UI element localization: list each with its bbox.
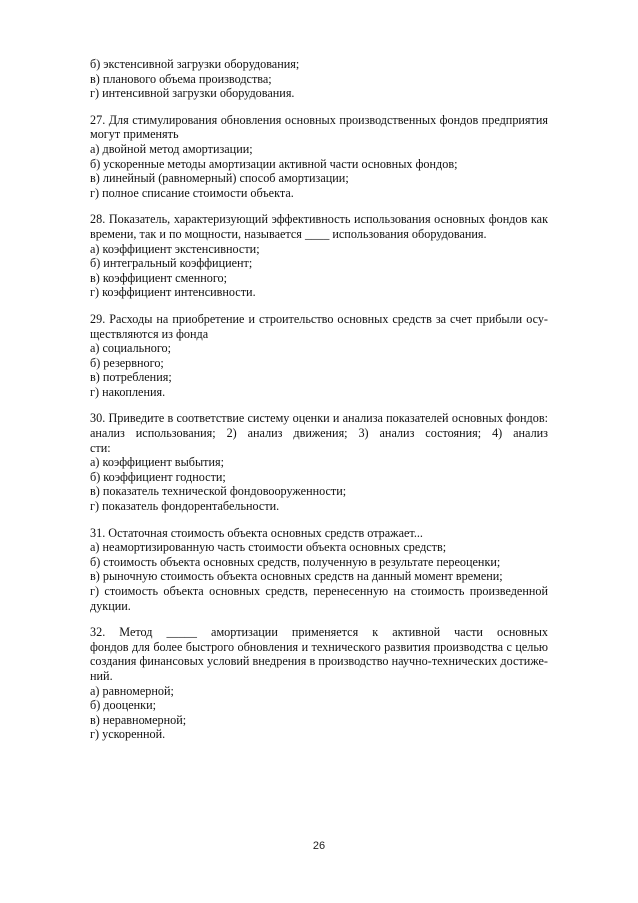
question-32 bbox=[90, 625, 548, 742]
option-d: г) ускоренной. bbox=[90, 727, 166, 742]
question-31 bbox=[90, 526, 548, 614]
option-b: б) коэффициент годности; bbox=[90, 469, 226, 484]
option-d: г) стоимость объекта основных средств, перенесенную на стоимость произведенной bbox=[90, 584, 548, 598]
option-b: б) интегральный коэффициент; bbox=[90, 256, 253, 271]
option-line: б) экстенсивной загрузки оборудования; bbox=[90, 57, 300, 71]
option-c: в) потребления; bbox=[90, 370, 172, 385]
option-c: в) неравномерной; bbox=[90, 712, 187, 727]
option-b: б) дооценки; bbox=[90, 698, 156, 713]
option-c: в) рыночную стоимость объекта основных средств на данный момент времени; bbox=[90, 569, 503, 584]
option-b: б) ускоренные методы амортизации активной части основных фондов; bbox=[90, 156, 458, 171]
question-stem: анализ использования; 2) анализ движения; 3) анализ состояния; 4) анализ bbox=[90, 426, 548, 441]
question-stem: создания финансовых условий внедрения в производство научно-технических достиже- bbox=[90, 654, 548, 669]
option-line: г) интенсивной загрузки оборудования. bbox=[90, 86, 295, 101]
option-a: а) равномерной; bbox=[90, 683, 174, 698]
option-a: а) неамортизированную часть стоимости объекта основных средств; bbox=[90, 540, 447, 555]
question-stem: 30. Приведите в соответствие систему оценки и анализа показателей основных фондов: bbox=[90, 411, 548, 426]
page-content bbox=[90, 57, 548, 742]
option-a: а) социального; bbox=[90, 341, 172, 356]
carryover-options bbox=[90, 57, 548, 101]
option-a: а) коэффициент выбытия; bbox=[90, 455, 224, 470]
option-a: а) коэффициент экстенсивности; bbox=[90, 241, 260, 256]
option-b: б) стоимость объекта основных средств, полученную в результате переоценки; bbox=[90, 554, 501, 569]
question-stem: 28. Показатель, характеризующий эффективность использования основных фондов как bbox=[90, 212, 548, 227]
question-29 bbox=[90, 312, 548, 400]
question-stem: могут применять bbox=[90, 127, 179, 142]
option-d: г) полное списание стоимости объекта. bbox=[90, 185, 294, 200]
option-b: б) резервного; bbox=[90, 355, 164, 370]
option-c: в) показатель технической фондовооруженности; bbox=[90, 484, 347, 499]
question-30 bbox=[90, 411, 548, 513]
option-d-continued: дукции. bbox=[90, 598, 131, 613]
page-number: 26 bbox=[312, 840, 326, 852]
question-stem: ний. bbox=[90, 668, 113, 683]
question-28 bbox=[90, 212, 548, 300]
question-27 bbox=[90, 113, 548, 201]
question-stem: фондов для более быстрого обновления и технического развития производства с целью bbox=[90, 639, 548, 654]
option-d: г) накопления. bbox=[90, 384, 166, 399]
option-line: в) планового объема производства; bbox=[90, 71, 272, 86]
question-stem: времени, так и по мощности, называется ____ использования оборудования. bbox=[90, 226, 487, 241]
question-stem: 31. Остаточная стоимость объекта основных средств отражает... bbox=[90, 525, 423, 540]
option-c: в) линейный (равномерный) способ амортизации; bbox=[90, 171, 349, 186]
option-a: а) двойной метод амортизации; bbox=[90, 141, 253, 156]
option-c: в) коэффициент сменного; bbox=[90, 270, 228, 285]
option-d: г) показатель фондорентабельности. bbox=[90, 499, 280, 514]
question-stem: 32. Метод _____ амортизации применяется к активной части основных bbox=[90, 625, 548, 640]
question-stem: 29. Расходы на приобретение и строительство основных средств за счет прибыли осу- bbox=[90, 311, 548, 326]
option-d: г) коэффициент интенсивности. bbox=[90, 285, 256, 300]
question-stem: 27. Для стимулирования обновления основных производственных фондов предприятия bbox=[90, 112, 548, 127]
question-stem: ществляются из фонда bbox=[90, 326, 209, 341]
question-stem: сти: bbox=[90, 440, 111, 455]
